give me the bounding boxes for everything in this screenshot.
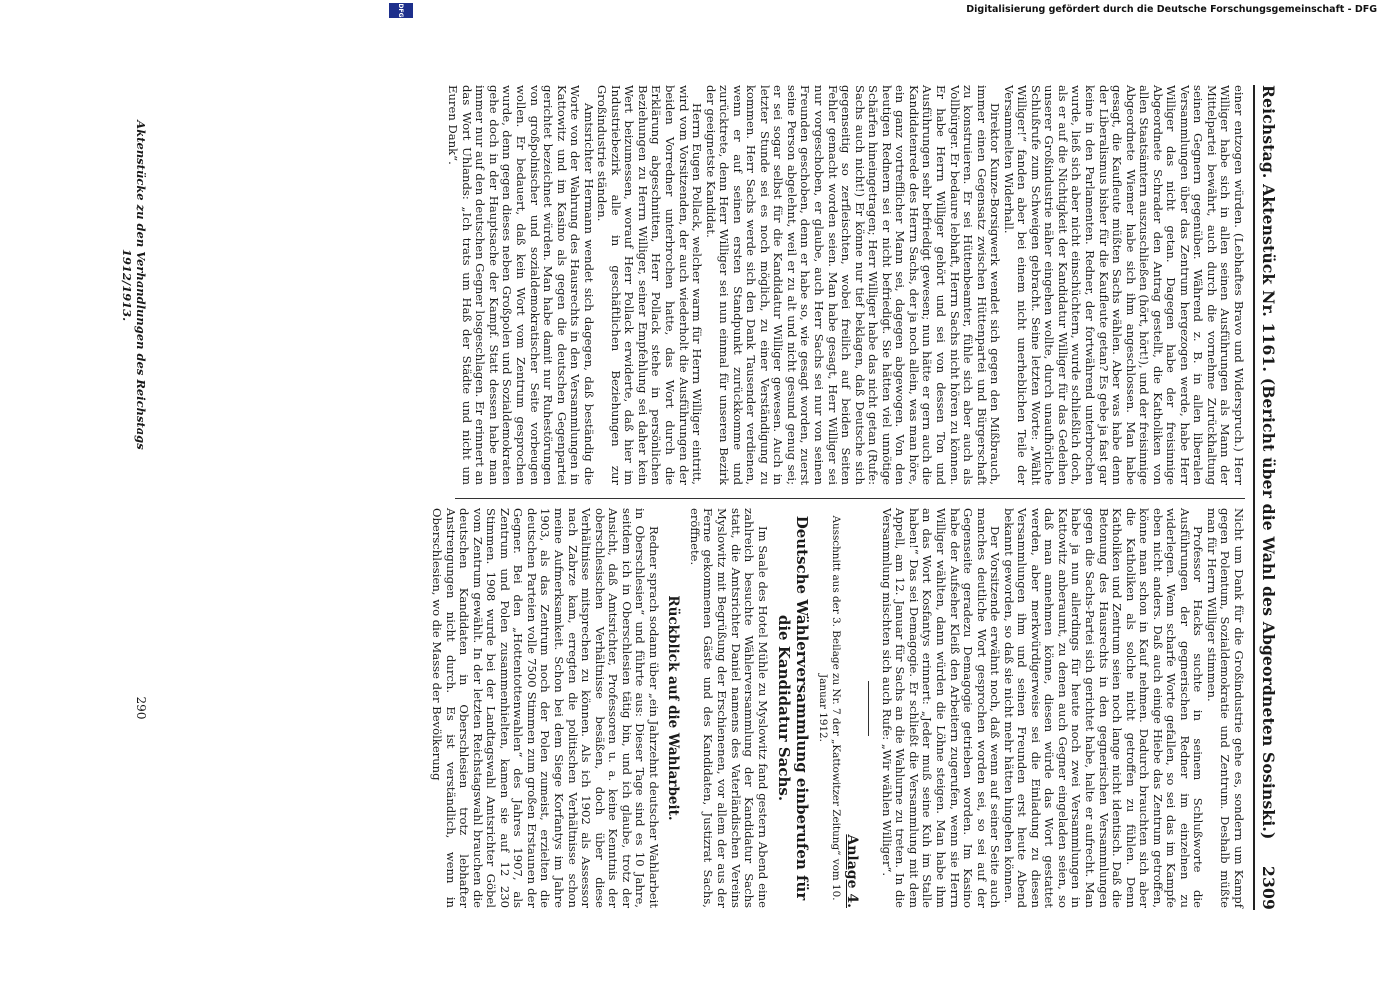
paragraph: Amtsrichter Hermann wendet sich dagegen, daß beständig die Worte von der Wahrung des Hausrechts in den Versammlungen in Kattowitz und im Kasino als gegen die deutschen Gegenpartei gerichtet bezeichnet würden. Man habe damit nur Ruhestörungen von großpolnischer und sozialdemokratischer Seite vorbeugen wollen. Er bedauert, daß kein Wort vom Zentrum gesprochen wurde, denn gegen dieses neben Großpolen und Sozialdemokraten gehe doch in der Hauptsache der Kampf. Statt dessen habe man immer nur auf den deutschen Gegner losgeschlagen. Er erinnert an das Wort Uhlands: „Ich trats um Haß der Städte und nicht um Euren Dank“. [446,85,596,485]
paragraph: Nicht um Dank für die Großindustrie gehe es, sondern um Kampf gegen Polentum, Sozialdemokratie und Zentrum. Deshalb müßte man für Herrn Williger stimmen. [1204,508,1246,908]
paragraph: Professor Hacks suchte in seinem Schlußworte die Ausführungen der gegnerischen Redner im einzelnen zu widerlegen. Wenn scharfe Worte gefallen, so sei das im Kampfe eben nicht anders. Daß auch einige Hiebe das Zentrum getroffen, könne man schon in Kauf nehmen. Dadurch brauchten sich aber die Katholiken als solche nicht getroffen zu fühlen. Denn Katholiken und Zentrum seien noch lange nicht identisch. Daß die Betonung des Hausrechts in den gegnerischen Versammlungen gegen die Sachs-Partei sich gerichtet habe, halte er aufrecht. Man habe ja nun allerdings für heute noch zwei Versammlungen in Kattowitz anberaumt, zu denen auch Gegner eingeladen seien, so daß man annehmen könne, diesen würde das Wort gestattet werden, aber merkwürdigerweise sei die Einladung zu diesen Versammlungen ihm und seinen Freunden erst heute Abend bekannt geworden, so daß sie nicht mehr hätten hingehen können. [1001,508,1206,908]
paragraph: Direktor Kunze-Borsigwerk wendet sich gegen den Mißbrauch, immer einen Gegensatz zwischen Hüttenpartei und Bürgerschaft zu konstruieren. Er sei Hüttenbeamter, fühle sich aber auch als Vollbürger. Er bedaure lebhaft, Herrn Sachs nicht hören zu können. Er habe Herrn Williger gehört und sei von dessen Ton und Ausführungen sehr befriedigt gewesen; nun hätte er gern auch die Kandidatenrede des Herrn Sachs, der ja noch allein, was man höre, ein ganz vortrefflicher Mann sei, dagegen abgewogen. Von den heutigen Rednern sei er nicht befriedigt. Sie hätten viel unnötige Schärfen hineingetragen; Herr Williger habe das nicht getan (Rufe: Sachs auch nicht!) Er könne nur tief beklagen, daß Deutsche sich gegenseitig so zerfleischten, wobei freilich auf beiden Seiten Fehler gemacht worden seien. Man habe gesagt, Herr Williger sei nur vorgeschoben, er glaube, auch Herr Sachs sei nur von seinen Freunden geschoben, denn er habe so, wie gesagt worden, zuerst seine Person abgelehnt, weil er zu alt und nicht gesund genug sei; er sei sogar selbst für die Kandidatur Williger gewesen. Auch in letzter Stunde sei es noch möglich, zu einer Verständigung zu kommen. Herr Sachs werde sich den Dank Tausender verdienen, wenn er auf seinen ersten Standpunkt zurückkomme und zurücktrete, denn Herr Williger sei nun einmal für unseren Bezirk der geeignetste Kandidat. [703,85,1003,485]
paragraph: Redner sprach sodann über „ein Jahrzehnt deutscher Wahlarbeit in Oberschlesien“ und führte aus: Dieser Tage sind es 10 Jahre, seitdem ich in Oberschlesien tätig bin, und ich glaube, trotz der Ansicht, daß Amtsrichter, Professoren u. a. keine Kenntnis der oberschlesischen Verhältnisse besäßen, doch über diese Verhältnisse mitsprechen zu können. Als ich 1902 als Assessor nach Zabrze kam, erregten die politischen Verhältnisse schon meine Aufmerksamkeit. Schon bei dem Siege Korfantys im Jahre 1903, als das Zentrum noch der Polen zumeist, erzielten die deutschen Parteien volle 7500 Stimmen zum großen Erstaunen der Gegner. Bei den „Hottentottenwahlen“ des Jahres 1907, als Zentrum und Polen zusammenhielten, kamen sie auf 12 230 Stimmen. 1908 wurde bei der Landtagswahl Amtsrichter Göbel vom Zentrum gewählt. In der letzten Reichstagswahl brauchen die deutschen Kandidaten in Oberschlesien trotz lebhafter Anstrengungen nicht durch. Es ist verständlich, wenn in Oberschlesien, wo die Masse der Bevölkerung [430,508,661,908]
section-rule [868,681,869,736]
section-title: Rückblick auf die Wahlarbeit. [665,595,682,821]
running-head [1259,85,1278,910]
dfg-notice: Digitalisierung gefördert durch die Deutsche Forschungsgemeinschaft - DFG [966,4,1377,15]
paragraph: Herrn Eugen Pollack, welcher warm für Herrn Williger eintritt, wird vom Vorsitzenden, der auch wiederholt die Ausführungen der beiden Vorredner unterbrochen hatte, das Wort durch die Erklärung abgeschnitten, Herr Pollack stehe in persönlichen Beziehungen zu Herrn Williger, seiner Empfehlung sei daher kein Wert beizumessen, worauf Herr Pollack erwiderte, daß hier im Industriebezirk alle in geschäftlichen Beziehungen zur Großindustrie ständen. [595,85,705,485]
article-title: Deutsche Wählerversammlung einberufen für die Kandidatur Sachs. [774,515,811,901]
page-number: 290 [134,696,148,720]
column-divider [455,498,1245,499]
digitization-sidebar [383,0,1383,22]
paragraph: Der Vorsitzende erwähnt noch, daß wenn auf seiner Seite auch manches deutliche Wort gesprochen worden sei, so sei auf der Gegenseite geradezu Demagogie getrieben worden. Im Kasino habe der Aufseher Kleiß den Arbeitern zugerufen, wenn sie Herrn Williger wählten, dann würden die Löhne steigen. Man habe ihm an das Wort Kosfantys erinnert: „Jeder muß seine Kuh im Stalle haben!“ Das sei Demagogie. Er schließt die Versammlung mit dem Appell, am 12. Januar für Sachs an die Wahlurne zu treten. In die Versammlung mischten sich auch Rufe: „Wir wählen Williger“. [879,508,1003,908]
dfg-logo: DFG [389,3,413,18]
anlage-label: Anlage 4. [844,834,861,908]
paragraph: Im Saale des Hotel Mühle zu Myslowitz fand gestern Abend eine zahlreich besuchte Wählerversammlung der Kandidatur Sachs statt, die Amtsrichter Daniel namens des Vaterländischen Vereins Myslowitz mit Begrüßung der Erschienenen, vor allem der aus der Ferne gekommenen Gäste und des Kandidaten, Justizrat Sachs, eröffnete. [687,508,770,908]
right-column [430,508,1245,908]
left-column [446,85,1245,485]
paragraph: einer entzogen würden. (Lebhaftes Bravo und Widerspruch.) Herr Williger habe sich in allen seinen Ausführungen als Mann der Mittelpartei bewährt, auch durch die vornehme Zurückhaltung seinen Gegnern gegenüber. Während z. B. in allen liberalen Versammlungen über das Zentrum hergezogen werde, habe Herr Williger das nicht getan. Dagegen habe der freisinnige Abgeordnete Schrader den Antrag gestellt, die Katholiken von allen Staatsämtern auszuschließen (hört, hört!), und der freisinnige Abgeordnete Wiemer habe sich ihm angeschlossen. Man habe gesagt, die Kaufleute müßten Sachs wählen. Aber was habe denn der Liberalismus bisher für die Kaufleute getan? Es gebe ja fast gar keine in den Parlamenten. Redner, der fortwährend unterbrochen wurde, ließ sich aber nicht einschüchtern, wurde schließlich doch, als er auf die Nichtigkeit der Kandidatur Williger für das Gedeihen unserer Großindustrie näher eingehen wollte, durch unaufhörliche Schlußrufe zum Schweigen gebracht. Seine letzten Worte: „Wählt Williger!“ fanden aber bei einem nicht unerheblichen Teile der Versammelten Widerhall. [1001,85,1246,485]
header-rule [1253,85,1255,910]
source-note: Ausschnitt aus der 3. Beilage zu Nr. 7 der „Kattowitzer Zeitung“ vom 10. Januar 1912. [817,515,842,901]
footer-source: Aktenstücke zu den Verhandlungen des Reichstags 1912/1913. [120,120,148,450]
running-head-title: Reichstag. Aktenstück Nr. 1161. (Bericht über die Wahl des Abgeordneten Sosinski.) [1259,85,1278,840]
running-head-page: 2309 [1259,866,1278,910]
